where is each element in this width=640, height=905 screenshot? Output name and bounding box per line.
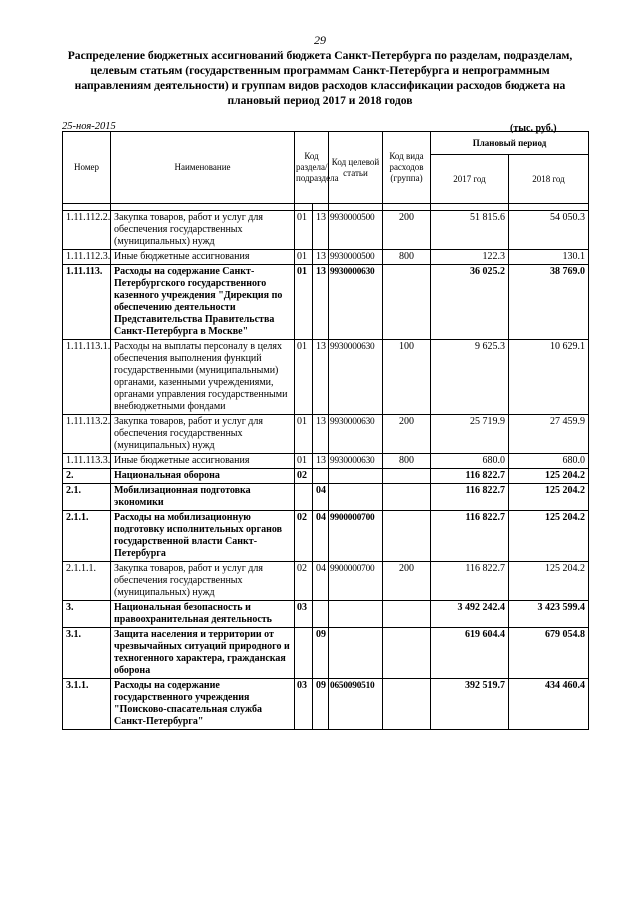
- units-label: (тыс. руб.): [510, 123, 557, 134]
- header-gap: [63, 204, 589, 211]
- table-row: [63, 415, 589, 454]
- row-number: 1.11.112.3.: [63, 250, 111, 265]
- table-row: [63, 250, 589, 265]
- row-name: Национальная оборона: [111, 469, 295, 484]
- row-name: Иные бюджетные ассигнования: [111, 454, 295, 469]
- row-target-code: [329, 469, 383, 484]
- row-section-code: [295, 484, 313, 511]
- table-row: [63, 601, 589, 628]
- row-name: Расходы на содержание Санкт-Петербургского государственного казенного учреждения "Дирекция по обеспечению деятельности Представительства Правительства Санкт-Петербурга в Москве": [111, 265, 295, 340]
- row-subsection-code: 13: [313, 454, 329, 469]
- row-number: 1.11.112.2.: [63, 211, 111, 250]
- document-title: Распределение бюджетных ассигнований бюджета Санкт-Петербурга по разделам, подразделам, целевым статьям (государственным программам Санкт-Петербурга и непрограммным направлениям деятельности) и группам видов расходов классификации расходов бюджета на плановый период 2017 и 2018 годов: [67, 49, 573, 107]
- row-number: 2.1.: [63, 484, 111, 511]
- row-subsection-code: 13: [313, 340, 329, 415]
- row-kind-code: [383, 484, 431, 511]
- table-row: [63, 511, 589, 562]
- row-kind-code: 800: [383, 250, 431, 265]
- row-subsection-code: 09: [313, 628, 329, 679]
- table-row: [63, 454, 589, 469]
- row-kind-code: 200: [383, 562, 431, 601]
- row-kind-code: [383, 265, 431, 340]
- row-section-code: 01: [295, 415, 313, 454]
- row-target-code: [329, 484, 383, 511]
- row-section-code: 01: [295, 454, 313, 469]
- row-target-code: 9930000500: [329, 250, 383, 265]
- row-subsection-code: 13: [313, 415, 329, 454]
- row-name: Закупка товаров, работ и услуг для обеспечения государственных (муниципальных) нужд: [111, 211, 295, 250]
- row-value-2017: 392 519.7: [431, 679, 509, 730]
- row-kind-code: 200: [383, 211, 431, 250]
- row-name: Национальная безопасность и правоохранительная деятельность: [111, 601, 295, 628]
- row-kind-code: [383, 679, 431, 730]
- header-name: Наименование: [111, 132, 295, 204]
- row-section-code: 02: [295, 562, 313, 601]
- header-target: Код целевой статьи: [329, 132, 383, 204]
- row-value-2018: 434 460.4: [509, 679, 589, 730]
- row-section-code: 01: [295, 250, 313, 265]
- header-kind: Код вида расходов (группа): [383, 132, 431, 204]
- row-value-2017: 116 822.7: [431, 511, 509, 562]
- row-number: 3.1.: [63, 628, 111, 679]
- row-target-code: 9930000630: [329, 265, 383, 340]
- row-value-2018: 38 769.0: [509, 265, 589, 340]
- page-number: 29: [314, 33, 326, 47]
- row-target-code: 9930000500: [329, 211, 383, 250]
- row-value-2018: 125 204.2: [509, 484, 589, 511]
- row-number: 2.1.1.: [63, 511, 111, 562]
- row-value-2018: 125 204.2: [509, 469, 589, 484]
- row-number: 1.11.113.3.: [63, 454, 111, 469]
- table-row: [63, 562, 589, 601]
- row-name: Расходы на выплаты персоналу в целях обеспечения выполнения функций государственными (муниципальными) органами, казенными учреждениями, органами управления государственными внебюджетными фондами: [111, 340, 295, 415]
- row-target-code: 9900000700: [329, 562, 383, 601]
- row-value-2017: 619 604.4: [431, 628, 509, 679]
- row-value-2017: 116 822.7: [431, 562, 509, 601]
- row-kind-code: [383, 511, 431, 562]
- row-target-code: 9930000630: [329, 340, 383, 415]
- row-section-code: [295, 628, 313, 679]
- header-2018: 2018 год: [509, 155, 589, 204]
- row-number: 3.: [63, 601, 111, 628]
- row-kind-code: [383, 469, 431, 484]
- table-row: [63, 469, 589, 484]
- header-2017: 2017 год: [431, 155, 509, 204]
- row-kind-code: [383, 601, 431, 628]
- table-row: [63, 211, 589, 250]
- row-subsection-code: 13: [313, 250, 329, 265]
- header-period: Плановый период: [431, 132, 589, 155]
- row-number: 1.11.113.1.: [63, 340, 111, 415]
- row-value-2017: 25 719.9: [431, 415, 509, 454]
- row-kind-code: 100: [383, 340, 431, 415]
- row-value-2018: 27 459.9: [509, 415, 589, 454]
- row-value-2017: 36 025.2: [431, 265, 509, 340]
- row-subsection-code: [313, 601, 329, 628]
- row-target-code: [329, 628, 383, 679]
- row-subsection-code: [313, 469, 329, 484]
- row-section-code: 02: [295, 511, 313, 562]
- row-section-code: 02: [295, 469, 313, 484]
- table-row: [63, 679, 589, 730]
- row-target-code: [329, 601, 383, 628]
- row-name: Защита населения и территории от чрезвычайных ситуаций природного и техногенного характера, гражданская оборона: [111, 628, 295, 679]
- row-number: 3.1.1.: [63, 679, 111, 730]
- row-name: Мобилизационная подготовка экономики: [111, 484, 295, 511]
- row-subsection-code: 13: [313, 265, 329, 340]
- row-kind-code: 800: [383, 454, 431, 469]
- table-row: [63, 265, 589, 340]
- row-target-code: 9930000630: [329, 454, 383, 469]
- row-value-2017: 9 625.3: [431, 340, 509, 415]
- row-number: 1.11.113.: [63, 265, 111, 340]
- row-subsection-code: 04: [313, 562, 329, 601]
- row-target-code: 9930000630: [329, 415, 383, 454]
- header-section: Код раздела/ подраздела: [295, 132, 329, 204]
- row-name: Иные бюджетные ассигнования: [111, 250, 295, 265]
- row-name: Расходы на мобилизационную подготовку исполнительных органов государственной власти Санкт-Петербурга: [111, 511, 295, 562]
- document-date: 25-ноя-2015: [62, 121, 116, 132]
- row-section-code: 01: [295, 340, 313, 415]
- table-row: [63, 340, 589, 415]
- row-value-2017: 116 822.7: [431, 469, 509, 484]
- row-number: 2.1.1.1.: [63, 562, 111, 601]
- row-name: Расходы на содержание государственного учреждения "Поисково-спасательная служба Санкт-Петербурга": [111, 679, 295, 730]
- row-value-2018: 680.0: [509, 454, 589, 469]
- row-value-2018: 54 050.3: [509, 211, 589, 250]
- budget-table: [62, 131, 589, 730]
- row-value-2017: 122.3: [431, 250, 509, 265]
- row-target-code: 9900000700: [329, 511, 383, 562]
- row-number: 2.: [63, 469, 111, 484]
- table-row: [63, 628, 589, 679]
- row-value-2018: 3 423 599.4: [509, 601, 589, 628]
- row-number: 1.11.113.2.: [63, 415, 111, 454]
- row-target-code: 0650090510: [329, 679, 383, 730]
- row-kind-code: 200: [383, 415, 431, 454]
- row-value-2017: 116 822.7: [431, 484, 509, 511]
- row-value-2018: 125 204.2: [509, 562, 589, 601]
- row-value-2017: 680.0: [431, 454, 509, 469]
- row-subsection-code: 04: [313, 511, 329, 562]
- row-value-2018: 125 204.2: [509, 511, 589, 562]
- header-number: Номер: [63, 132, 111, 204]
- row-subsection-code: 09: [313, 679, 329, 730]
- row-section-code: 03: [295, 601, 313, 628]
- row-section-code: 01: [295, 265, 313, 340]
- row-subsection-code: 13: [313, 211, 329, 250]
- row-subsection-code: 04: [313, 484, 329, 511]
- table-row: [63, 484, 589, 511]
- row-value-2018: 679 054.8: [509, 628, 589, 679]
- row-name: Закупка товаров, работ и услуг для обеспечения государственных (муниципальных) нужд: [111, 562, 295, 601]
- row-value-2017: 51 815.6: [431, 211, 509, 250]
- row-value-2017: 3 492 242.4: [431, 601, 509, 628]
- row-value-2018: 10 629.1: [509, 340, 589, 415]
- row-kind-code: [383, 628, 431, 679]
- row-name: Закупка товаров, работ и услуг для обеспечения государственных (муниципальных) нужд: [111, 415, 295, 454]
- row-section-code: 03: [295, 679, 313, 730]
- row-section-code: 01: [295, 211, 313, 250]
- row-value-2018: 130.1: [509, 250, 589, 265]
